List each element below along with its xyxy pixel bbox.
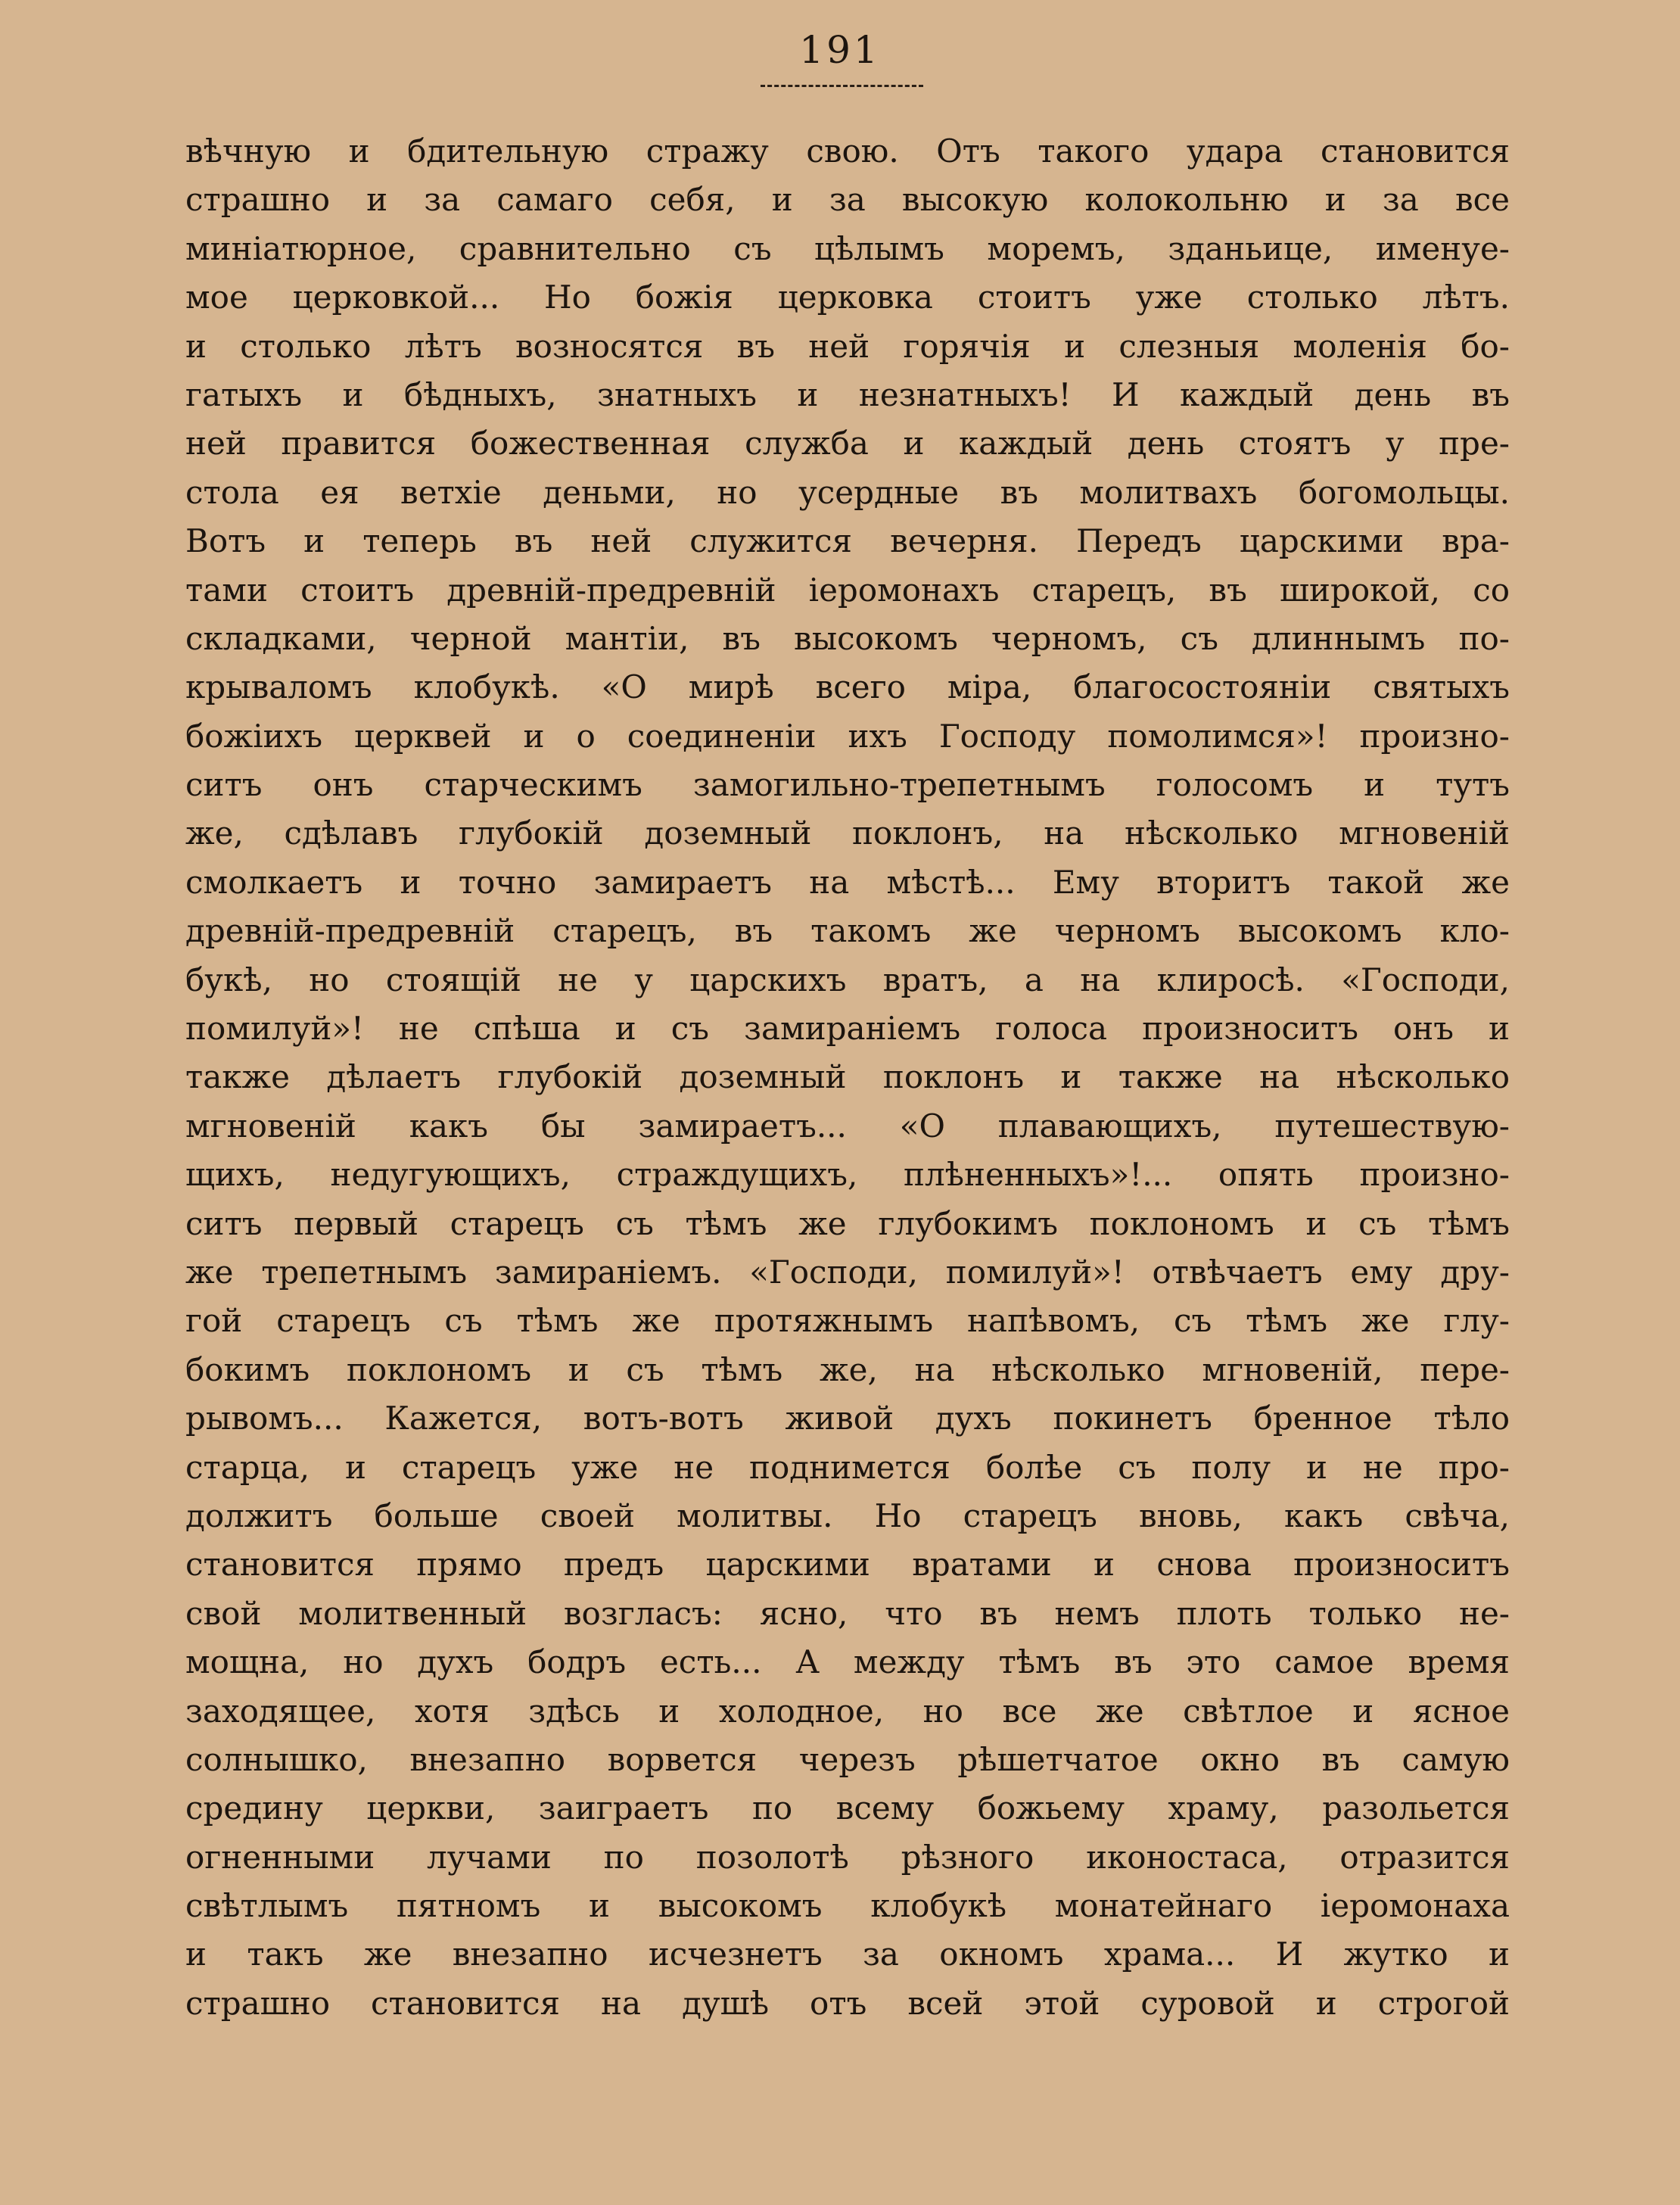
text-line: страшно становится на душѣ отъ всей этой суровой и строгой	[185, 1984, 1510, 2022]
text-line: ситъ первый старецъ съ тѣмъ же глубокимъ поклономъ и съ тѣмъ	[185, 1204, 1510, 1242]
text-line: заходящее, хотя здѣсь и холодное, но все же свѣтлое и ясное	[185, 1692, 1510, 1730]
text-line: свѣтлымъ пятномъ и высокомъ клобукѣ монатейнаго іеромонаха	[185, 1887, 1510, 1925]
text-line: щихъ, недугующихъ, страждущихъ, плѣненныхъ»!... опять произно-	[185, 1156, 1510, 1194]
text-line: миніатюрное, сравнительно съ цѣлымъ моремъ, зданьице, именуе-	[185, 229, 1510, 267]
text-line: солнышко, внезапно ворвется черезъ рѣшетчатое окно въ самую	[185, 1740, 1510, 1778]
text-line: мое церковкой... Но божія церковка стоитъ уже столько лѣтъ.	[185, 279, 1510, 316]
text-line: страшно и за самаго себя, и за высокую колокольню и за все	[185, 181, 1510, 219]
text-line: огненными лучами по позолотѣ рѣзного иконостаса, отразится	[185, 1838, 1510, 1876]
text-line: вѣчную и бдительную стражу свою. Отъ такого удара становится	[185, 132, 1510, 170]
header-rule	[761, 85, 923, 87]
text-line: ней правится божественная служба и каждый день стоятъ у пре-	[185, 425, 1510, 462]
text-line: также дѣлаетъ глубокій доземный поклонъ и также на нѣсколько	[185, 1058, 1510, 1096]
text-line: букѣ, но стоящій не у царскихъ вратъ, а на клиросѣ. «Господи,	[185, 961, 1510, 998]
text-line: мгновеній какъ бы замираетъ... «О плавающихъ, путешествую-	[185, 1107, 1510, 1145]
text-line: бокимъ поклономъ и съ тѣмъ же, на нѣсколько мгновеній, пере-	[185, 1350, 1510, 1388]
body-text	[185, 127, 1510, 2028]
text-line: же, сдѣлавъ глубокій доземный поклонъ, на нѣсколько мгновеній	[185, 814, 1510, 852]
text-line: складками, черной мантіи, въ высокомъ черномъ, съ длиннымъ по-	[185, 619, 1510, 657]
text-line: древній-предревній старецъ, въ такомъ же черномъ высокомъ кло-	[185, 912, 1510, 950]
text-line: становится прямо предъ царскими вратами и снова произноситъ	[185, 1546, 1510, 1584]
text-line: рывомъ... Кажется, вотъ-вотъ живой духъ покинетъ бренное тѣло	[185, 1400, 1510, 1437]
text-line: ситъ онъ старческимъ замогильно-трепетнымъ голосомъ и тутъ	[185, 766, 1510, 804]
text-line: гатыхъ и бѣдныхъ, знатныхъ и незнатныхъ! И каждый день въ	[185, 375, 1510, 413]
text-line: крываломъ клобукѣ. «О мирѣ всего міра, благосостояніи святыхъ	[185, 668, 1510, 706]
text-line: должитъ больше своей молитвы. Но старецъ вновь, какъ свѣча,	[185, 1496, 1510, 1534]
text-line: Вотъ и теперь въ ней служится вечерня. Передъ царскими вра-	[185, 522, 1510, 560]
text-line: и такъ же внезапно исчезнетъ за окномъ храма... И жутко и	[185, 1936, 1510, 1973]
page-number: 191	[799, 28, 881, 72]
text-line: мощна, но духъ бодръ есть... А между тѣмъ въ это самое время	[185, 1643, 1510, 1681]
text-line: помилуй»! не спѣша и съ замираніемъ голоса произноситъ онъ и	[185, 1010, 1510, 1048]
text-line: стола ея ветхіе деньми, но усердные въ молитвахъ богомольцы.	[185, 473, 1510, 511]
text-line: свой молитвенный возгласъ: ясно, что въ немъ плоть только не-	[185, 1594, 1510, 1632]
text-line: тами стоитъ древній-предревній іеромонахъ старецъ, въ широкой, со	[185, 571, 1510, 609]
text-line: старца, и старецъ уже не поднимется болѣе съ полу и не про-	[185, 1448, 1510, 1486]
text-line: средину церкви, заиграетъ по всему божьему храму, разольется	[185, 1789, 1510, 1827]
text-line: и столько лѣтъ возносятся въ ней горячія и слезныя моленія бо-	[185, 327, 1510, 365]
text-line: смолкаетъ и точно замираетъ на мѣстѣ... Ему вторитъ такой же	[185, 863, 1510, 901]
text-line: божіихъ церквей и о соединеніи ихъ Господу помолимся»! произно-	[185, 717, 1510, 755]
text-line: же трепетнымъ замираніемъ. «Господи, помилуй»! отвѣчаетъ ему дру-	[185, 1253, 1510, 1291]
text-line: гой старецъ съ тѣмъ же протяжнымъ напѣвомъ, съ тѣмъ же глу-	[185, 1302, 1510, 1340]
